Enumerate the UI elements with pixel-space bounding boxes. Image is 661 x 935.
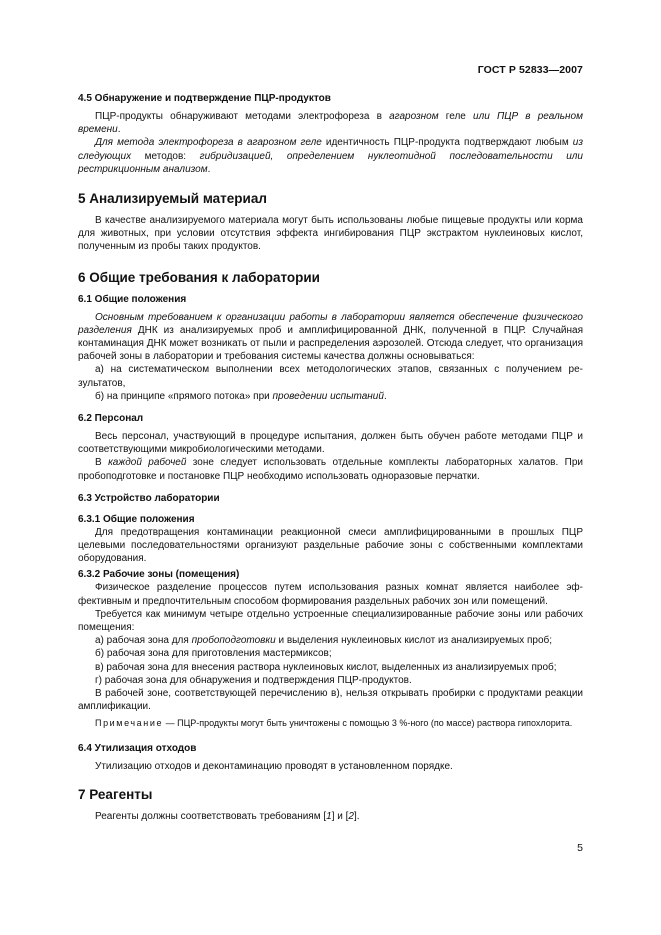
list-item: г) рабочая зона для обнаружения и подтверждения ПЦР-продуктов. <box>95 674 412 686</box>
italic-text: или ПЦР в реальном времени <box>78 111 583 136</box>
text-run: . <box>207 163 211 175</box>
paragraph: В рабочей зоне, соответствующей перечислению в), нельзя открывать пробирки с продуктами реакции амплификации. <box>78 688 583 713</box>
text-run: ] и [ <box>331 811 349 823</box>
paragraph <box>78 311 583 364</box>
paragraph: Физическое разделение процессов путем использования разных комнат является наиболее эффективным и предпочтительным способом формирования раздельных рабочих зон или помещений. <box>78 582 583 607</box>
text-run: . <box>117 124 121 136</box>
italic-text: из следующих <box>78 137 583 162</box>
italic-text: гибридизацией, определением нуклеотидной последовательности или рестрикционным анализом <box>78 150 583 175</box>
heading-6-3: 6.3 Устройство лаборатории <box>78 492 220 504</box>
text-run: ПЦР-продукты обнаруживают методами электрофореза в <box>95 111 390 122</box>
text-run: методов: <box>131 150 200 162</box>
text-run: В <box>95 457 109 469</box>
italic-text: 1 <box>326 811 332 823</box>
text-run: . <box>383 390 387 402</box>
italic-text: пробоподготовки <box>191 635 276 647</box>
text-run: и выделения нуклеиновых кислот из анализируемых проб; <box>275 635 553 647</box>
heading-6-3-1: 6.3.1 Общие положения <box>78 513 195 525</box>
text-run: ]. <box>353 811 360 823</box>
list-item <box>78 390 583 403</box>
paragraph: Требуется как минимум четыре отдельно устроенные специализированные рабочие зоны или рабочих помещения: <box>78 608 583 634</box>
page-number: 5 <box>577 842 583 854</box>
heading-7: 7 Реагенты <box>78 787 153 803</box>
text-run: Реагенты должны соответствовать требованиям [ <box>95 811 327 823</box>
list-item <box>78 634 583 647</box>
heading-6-3-2: 6.3.2 Рабочие зоны (помещения) <box>78 569 240 581</box>
text-run: идентичность ПЦР-продукта подтверждают любым <box>321 137 573 149</box>
document-header: ГОСТ Р 52833—2007 <box>477 64 583 76</box>
paragraph: Для предотвращения контаминации реакционной смеси амплифицированными в прошлых ПЦР целевыми последовательностями организуют раздельные рабочие зоны с собственными комплектами оборудования. <box>78 526 583 565</box>
note <box>78 717 583 730</box>
text-run: зоне следует использовать отдельные комплекты лабораторных халатов. При пробоподготовке и постановке ПЦР необходимо использовать одноразовые перчатки. <box>78 457 583 482</box>
italic-text: каждой рабочей <box>108 457 187 469</box>
heading-6: 6 Общие требования к лаборатории <box>78 269 320 285</box>
italic-text: Основным требованием к организации работы в лаборатории является обеспечение физического разделения <box>78 311 583 336</box>
list-item: в) рабочая зона для внесения раствора нуклеиновых кислот, выделенных из анализируемых проб; <box>95 661 557 673</box>
heading-5: 5 Анализируемый материал <box>78 191 267 207</box>
paragraph: Весь персонал, участвующий в процедуре испытания, должен быть обучен работе методами ПЦР и соответствующими микробиологическими методами. <box>78 431 583 456</box>
italic-text: Для метода электрофореза в агарозном геле <box>95 137 322 149</box>
paragraph: В качестве анализируемого материала могут быть использованы любые пищевые продукты или корма для животных, при условии отсутствия эффекта ингибирования ПЦР экстрактом нуклеиновых кислот, полученным из пробы таких продуктов. <box>78 215 583 253</box>
paragraph <box>78 456 583 482</box>
text-run: б) на принципе «прямого потока» при <box>95 390 273 402</box>
text-run: ДНК из анализируемых проб и амплифицированной ДНК, полученной в ПЦР. Случайная контаминация ДНК может возникать от пыли и распределения аэрозолей. Отсюда следует, что организация рабочей зоны в лаборатории и требования системы качества должны основываться: <box>78 324 583 363</box>
paragraph <box>78 110 583 136</box>
text-run: геле <box>438 111 474 122</box>
text-run: а) рабочая зона для <box>95 635 192 647</box>
heading-6-4: 6.4 Утилизация отходов <box>78 743 197 754</box>
paragraph <box>78 810 583 823</box>
note-text: — ПЦР-продукты могут быть уничтожены с помощью 3 %-ного (по массе) раствора гипохлорита. <box>163 717 573 728</box>
list-item: б) рабочая зона для приготовления мастермиксов; <box>95 648 332 660</box>
italic-text: агарозном <box>389 111 439 122</box>
italic-text: проведении испытаний <box>272 390 384 402</box>
paragraph <box>78 136 583 176</box>
document-body <box>78 92 583 823</box>
italic-text: 2 <box>348 811 354 823</box>
heading-6-1: 6.1 Общие положения <box>78 293 187 305</box>
list-item: а) на систематическом выполнении всех методологических этапов, связанных с получением результатов, <box>78 364 583 389</box>
note-label: Примечание <box>95 717 164 728</box>
heading-4-5: 4.5 Обнаружение и подтверждение ПЦР-продуктов <box>78 93 331 104</box>
heading-6-2: 6.2 Персонал <box>78 413 144 425</box>
paragraph: Утилизацию отходов и деконтаминацию проводят в установленном порядке. <box>95 761 453 772</box>
